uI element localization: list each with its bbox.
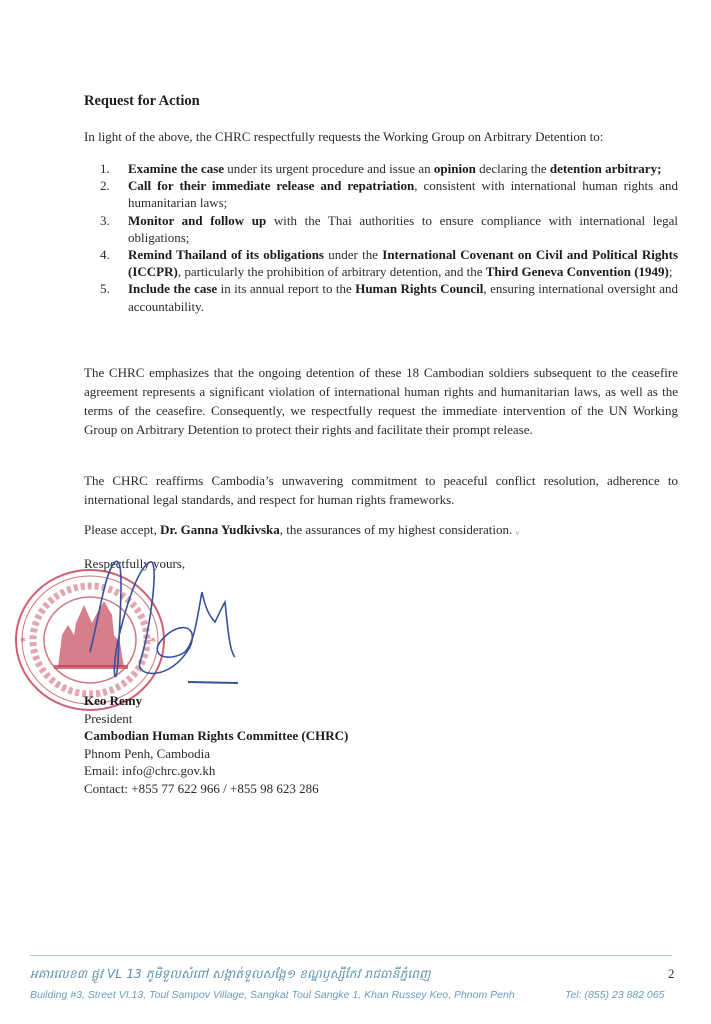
request-number: 2.	[100, 178, 110, 194]
footer-address: Building #3, Street VI.13, Toul Sampov Village, Sangkat Toul Sangke 1, Khan Russey Keo, Phnom Penh	[30, 989, 515, 1001]
request-item	[100, 246, 678, 280]
signature-block	[84, 692, 348, 797]
footer-khmer-address: អគារលេខ៣ ផ្លូវ VL 13 ភូមិទួលសំពៅ សង្កាត់ទួលសង្កែ១ ខណ្ឌឫស្សីកែវ រាជធានីភ្នំពេញ	[30, 967, 431, 981]
footer-divider	[30, 955, 672, 956]
closing-salutation: Respectfully yours,	[84, 556, 186, 571]
emphasized-text: Examine the case	[128, 161, 225, 176]
emphasized-text: Human Rights Council	[355, 281, 484, 297]
section-heading: Request for Action	[84, 93, 200, 109]
initial-mark-icon: ᵥ	[515, 523, 520, 538]
footer-telephone: Tel: (855) 23 882 065	[565, 989, 665, 1001]
emphasized-text: Monitor and follow up	[128, 212, 267, 228]
signatory-location: Phnom Penh, Cambodia	[84, 745, 211, 761]
request-item	[100, 212, 678, 246]
body-text: with the Thai authorities to ensure compliance with international legal obligations;	[128, 212, 678, 245]
signatory-email: Email: info@chrc.gov.kh	[84, 763, 216, 778]
body-text: declaring the	[475, 161, 550, 176]
page-number: 2	[668, 966, 675, 981]
body-text: , particularly the prohibition of arbitrary detention, and the	[177, 264, 486, 280]
emphasized-text: opinion	[433, 161, 476, 176]
body-text: under the	[323, 247, 383, 263]
emphasized-text: detention arbitrary;	[549, 161, 662, 176]
svg-text:*: *	[150, 634, 156, 648]
request-number: 5.	[100, 281, 110, 297]
addressee-name: Dr. Ganna Yudkivska	[160, 522, 280, 537]
signatory-title: President	[84, 710, 133, 726]
body-text: , consistent with international human rights and humanitarian laws;	[128, 178, 678, 211]
request-number: 3.	[100, 212, 110, 228]
accept-suffix: , the assurances of my highest consideration.	[279, 522, 513, 537]
request-item	[100, 280, 678, 314]
emphasized-text: Third Geneva Convention (1949)	[485, 264, 669, 280]
signatory-name: Keo Remy	[84, 693, 143, 708]
accept-prefix: Please accept,	[84, 522, 161, 537]
request-number: 1.	[100, 161, 110, 176]
emphasized-text: Call for their immediate release and repatriation	[128, 178, 415, 194]
request-list	[100, 160, 678, 315]
signatory-organization: Cambodian Human Rights Committee (CHRC)	[84, 728, 349, 743]
signatory-contact: Contact: +855 77 622 966 / +855 98 623 286	[84, 780, 319, 796]
svg-text:*: *	[20, 634, 26, 648]
accept-paragraph	[84, 520, 678, 540]
body-text: in its annual report to the	[217, 281, 356, 297]
emphasized-text: Remind Thailand of its obligations	[128, 247, 324, 263]
intro-text: In light of the above, the CHRC respectfully requests the Working Group on Arbitrary Detention to:	[84, 129, 604, 144]
body-text: ;	[668, 264, 673, 280]
reaffirm-paragraph: The CHRC reaffirms Cambodia’s unwavering commitment to peaceful conflict resolution, adherence to international legal standards, and respect for human rights frameworks.	[84, 473, 678, 507]
request-item	[100, 160, 678, 177]
emphasized-text: Include the case	[128, 281, 218, 297]
request-number: 4.	[100, 247, 110, 263]
emphasis-paragraph: The CHRC emphasizes that the ongoing detention of these 18 Cambodian soldiers subsequent to the ceasefire agreement represents a significant violation of international human rights and humanitarian laws, as well as the terms of the ceasefire. Consequently, we respectfully request the immediate intervention of the UN Working Group on Arbitrary Detention to protect their rights and facilitate their prompt release.	[84, 365, 678, 437]
request-item	[100, 177, 678, 211]
signature-icon	[80, 552, 250, 702]
emphasized-text: International Covenant on Civil and Political Rights (ICCPR)	[128, 247, 678, 280]
body-text: , ensuring international oversight and accountability.	[128, 281, 678, 314]
body-text: under its urgent procedure and issue an	[224, 161, 434, 176]
